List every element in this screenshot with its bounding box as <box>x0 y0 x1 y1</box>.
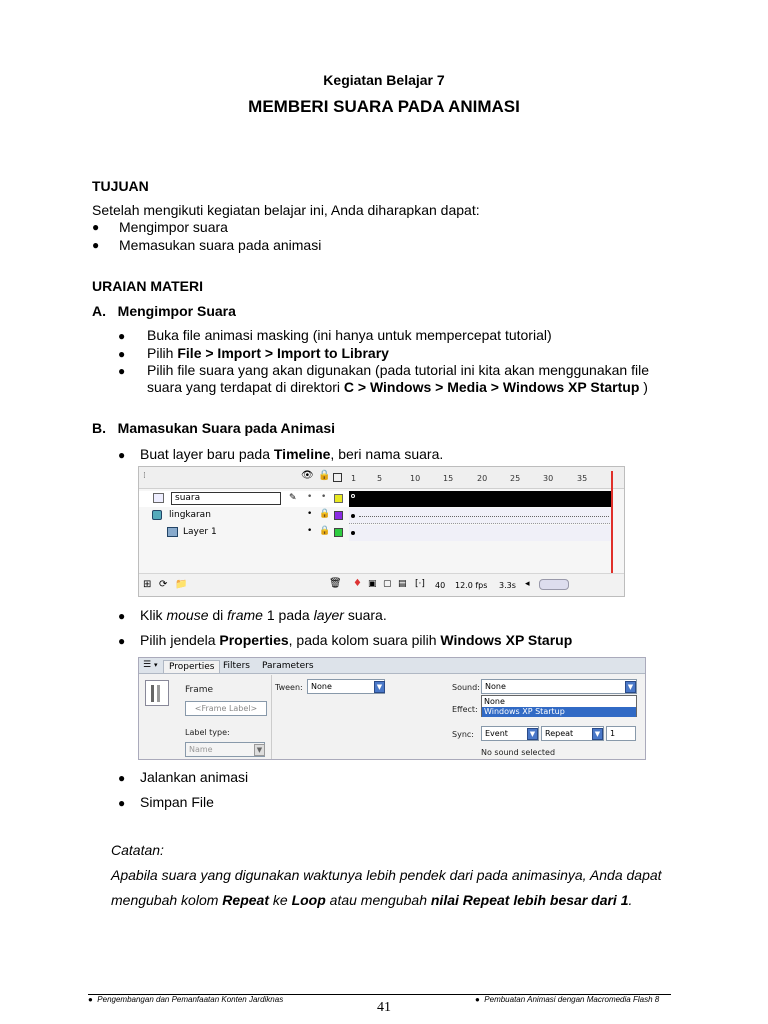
onion-markers-icon[interactable]: [·] <box>415 579 425 589</box>
frame-tick: 25 <box>510 474 521 483</box>
tab-properties[interactable]: Properties <box>163 660 220 673</box>
layer-name-input[interactable]: suara <box>171 492 281 505</box>
layer-icon <box>153 493 164 503</box>
visibility-dot[interactable]: • <box>307 492 313 502</box>
sound-label: Sound: <box>452 683 480 692</box>
footer-left: ● Pengembangan dan Pemanfaatan Konten Jardiknas <box>88 995 284 1004</box>
scrollbar-thumb[interactable] <box>539 579 569 590</box>
note-label: Catatan: <box>111 842 164 858</box>
section-a-bullet-2: Pilih File > Import > Import to Library <box>147 345 389 361</box>
layer-name: lingkaran <box>169 510 211 520</box>
edit-multiple-icon[interactable]: ▤ <box>398 579 407 589</box>
bullet-icon: ● <box>118 448 126 462</box>
sync-label: Sync: <box>452 730 474 739</box>
section-b-bullet-3: Pilih jendela Properties, pada kolom suara pilih Windows XP Starup <box>140 632 573 648</box>
sound-dropdown-list <box>481 695 637 717</box>
keyframe-icon[interactable] <box>351 514 355 518</box>
frame-tick: 15 <box>443 474 454 483</box>
frame-tick: 10 <box>410 474 421 483</box>
add-guide-layer-icon[interactable]: ⟳ <box>159 579 168 590</box>
frame-strip-suara[interactable] <box>349 491 612 507</box>
masked-layer-icon <box>167 527 178 537</box>
frame-label: Frame <box>185 685 214 695</box>
onion-skin-icon[interactable]: ▣ <box>368 579 377 589</box>
lock-icon[interactable]: 🔒 <box>319 509 331 519</box>
tujuan-item-1: Mengimpor suara <box>119 219 228 235</box>
frame-tick: 20 <box>477 474 488 483</box>
onion-outline-icon[interactable]: ▢ <box>383 579 392 589</box>
uraian-heading: URAIAN MATERI <box>92 278 203 294</box>
trash-icon[interactable]: 🗑 <box>329 578 342 589</box>
frame-tick: 30 <box>543 474 554 483</box>
properties-tabbar <box>139 658 646 674</box>
section-b-bullet-1: Buat layer baru pada Timeline, beri nama suara. <box>140 446 444 462</box>
section-a-title: A. Mengimpor Suara <box>92 303 236 319</box>
tujuan-heading: TUJUAN <box>92 178 149 194</box>
chevron-down-icon[interactable]: ▼ <box>374 681 385 693</box>
lock-dot[interactable]: • <box>321 492 327 502</box>
center-frame-icon[interactable]: ♦ <box>353 578 362 589</box>
section-a-bullet-3-line-2: suara yang terdapat di direktori C > Windows > Media > Windows XP Startup ) <box>147 379 648 395</box>
bullet-icon: ● <box>118 609 126 623</box>
sound-select[interactable]: None <box>481 679 637 694</box>
insert-folder-icon[interactable]: 📁 <box>175 579 188 590</box>
playhead[interactable] <box>611 471 613 578</box>
layer-name: Layer 1 <box>183 527 217 537</box>
scroll-left-icon[interactable]: ◂ <box>525 579 530 589</box>
frame-tick: 35 <box>577 474 588 483</box>
tab-parameters[interactable]: Parameters <box>262 661 314 671</box>
mask-layer-icon <box>152 510 162 520</box>
timeline-footer <box>139 573 625 597</box>
section-b-bullet-2: Klik mouse di frame 1 pada layer suara. <box>140 607 387 623</box>
bullet-icon: ● <box>118 329 126 343</box>
note-line-2: mengubah kolom Repeat ke Loop atau mengubah nilai Repeat lebih besar dari 1. <box>111 892 633 908</box>
collapse-arrow-icon[interactable]: ▾ <box>154 661 158 669</box>
bullet-icon: ● <box>118 796 126 810</box>
elapsed-time: 3.3s <box>499 581 516 590</box>
lock-icon[interactable]: 🔒 <box>318 470 331 481</box>
frame-rate: 12.0 fps <box>455 581 488 590</box>
bullet-icon: ● <box>118 634 126 648</box>
lock-icon[interactable]: 🔒 <box>319 526 331 536</box>
keyframe-icon[interactable] <box>351 531 355 535</box>
tab-filters[interactable]: Filters <box>223 661 250 671</box>
note-line-1: Apabila suara yang digunakan waktunya lebih pendek dari pada animasinya, Anda dapat <box>111 867 662 883</box>
label-type-label: Label type: <box>185 728 230 737</box>
pencil-icon: ✎ <box>289 493 297 503</box>
tween-line <box>359 516 609 517</box>
outline-color-icon[interactable] <box>334 528 343 537</box>
panel-menu-icon[interactable]: ☰ <box>143 660 152 670</box>
tween-label: Tween: <box>275 683 303 692</box>
section-a-bullet-1: Buka file animasi masking (ini hanya untuk mempercepat tutorial) <box>147 327 552 343</box>
sound-status: No sound selected <box>481 748 556 757</box>
frame-label-input[interactable]: <Frame Label> <box>185 701 267 716</box>
chevron-down-icon[interactable]: ▼ <box>527 728 538 740</box>
visibility-dot[interactable]: • <box>307 526 313 536</box>
bullet-icon: ● <box>118 771 126 785</box>
chevron-down-icon[interactable]: ▼ <box>592 728 603 740</box>
repeat-select[interactable]: Repeat <box>541 726 604 741</box>
kicker: Kegiatan Belajar 7 <box>323 72 445 88</box>
tween-select[interactable]: None <box>307 679 385 694</box>
section-b-bullet-5: Simpan File <box>140 794 214 810</box>
frame-strip-layer-1[interactable] <box>349 525 612 541</box>
page-title: MEMBERI SUARA PADA ANIMASI <box>248 97 520 116</box>
timeline-screenshot <box>138 466 625 597</box>
section-b-title: B. Mamasukan Suara pada Animasi <box>92 420 336 436</box>
chevron-down-icon[interactable]: ▼ <box>625 681 636 693</box>
bullet-icon: ● <box>118 347 126 361</box>
frame-type-icon <box>145 680 169 706</box>
page-number: 41 <box>377 1000 391 1015</box>
layer-row-suara[interactable] <box>139 491 625 507</box>
footer-right: ● Pembuatan Animasi dengan Macromedia Flash 8 <box>475 995 660 1004</box>
visibility-dot[interactable]: • <box>307 509 313 519</box>
outline-color-icon[interactable] <box>334 494 343 503</box>
layer-row-layer-1[interactable] <box>139 525 625 541</box>
layer-row-lingkaran[interactable] <box>139 508 625 524</box>
insert-layer-icon[interactable]: ⊞ <box>143 579 152 590</box>
bullet-icon: ● <box>92 238 100 252</box>
label-type-select[interactable]: Name <box>185 742 265 757</box>
chevron-down-icon[interactable]: ▼ <box>254 744 265 756</box>
keyframe-icon[interactable] <box>351 494 355 498</box>
frame-tick: 5 <box>377 474 383 483</box>
tujuan-intro: Setelah mengikuti kegiatan belajar ini, Anda diharapkan dapat: <box>92 202 480 218</box>
bullet-icon: ● <box>92 220 100 234</box>
frame-strip-lingkaran[interactable] <box>349 508 612 524</box>
current-frame: 40 <box>435 581 446 590</box>
outline-icon[interactable] <box>333 473 342 482</box>
eye-icon[interactable]: 👁 <box>301 470 314 481</box>
effect-label: Effect: <box>452 705 478 714</box>
outline-color-icon[interactable] <box>334 511 343 520</box>
sync-select[interactable]: Event <box>481 726 539 741</box>
grip-icon: ⁞ <box>143 471 146 481</box>
section-a-bullet-3-line-1: Pilih file suara yang akan digunakan (pada tutorial ini kita akan menggunakan file <box>147 362 649 378</box>
section-b-bullet-4: Jalankan animasi <box>140 769 249 785</box>
repeat-count-input[interactable]: 1 <box>606 726 636 741</box>
tujuan-item-2: Memasukan suara pada animasi <box>119 237 322 253</box>
sound-option-selected[interactable]: Windows XP Startup <box>482 707 636 717</box>
bullet-icon: ● <box>118 364 126 378</box>
frame-tick: 1 <box>351 474 357 483</box>
properties-panel-screenshot <box>138 657 646 760</box>
sound-option[interactable]: None <box>484 697 505 706</box>
timeline-header <box>139 467 625 489</box>
